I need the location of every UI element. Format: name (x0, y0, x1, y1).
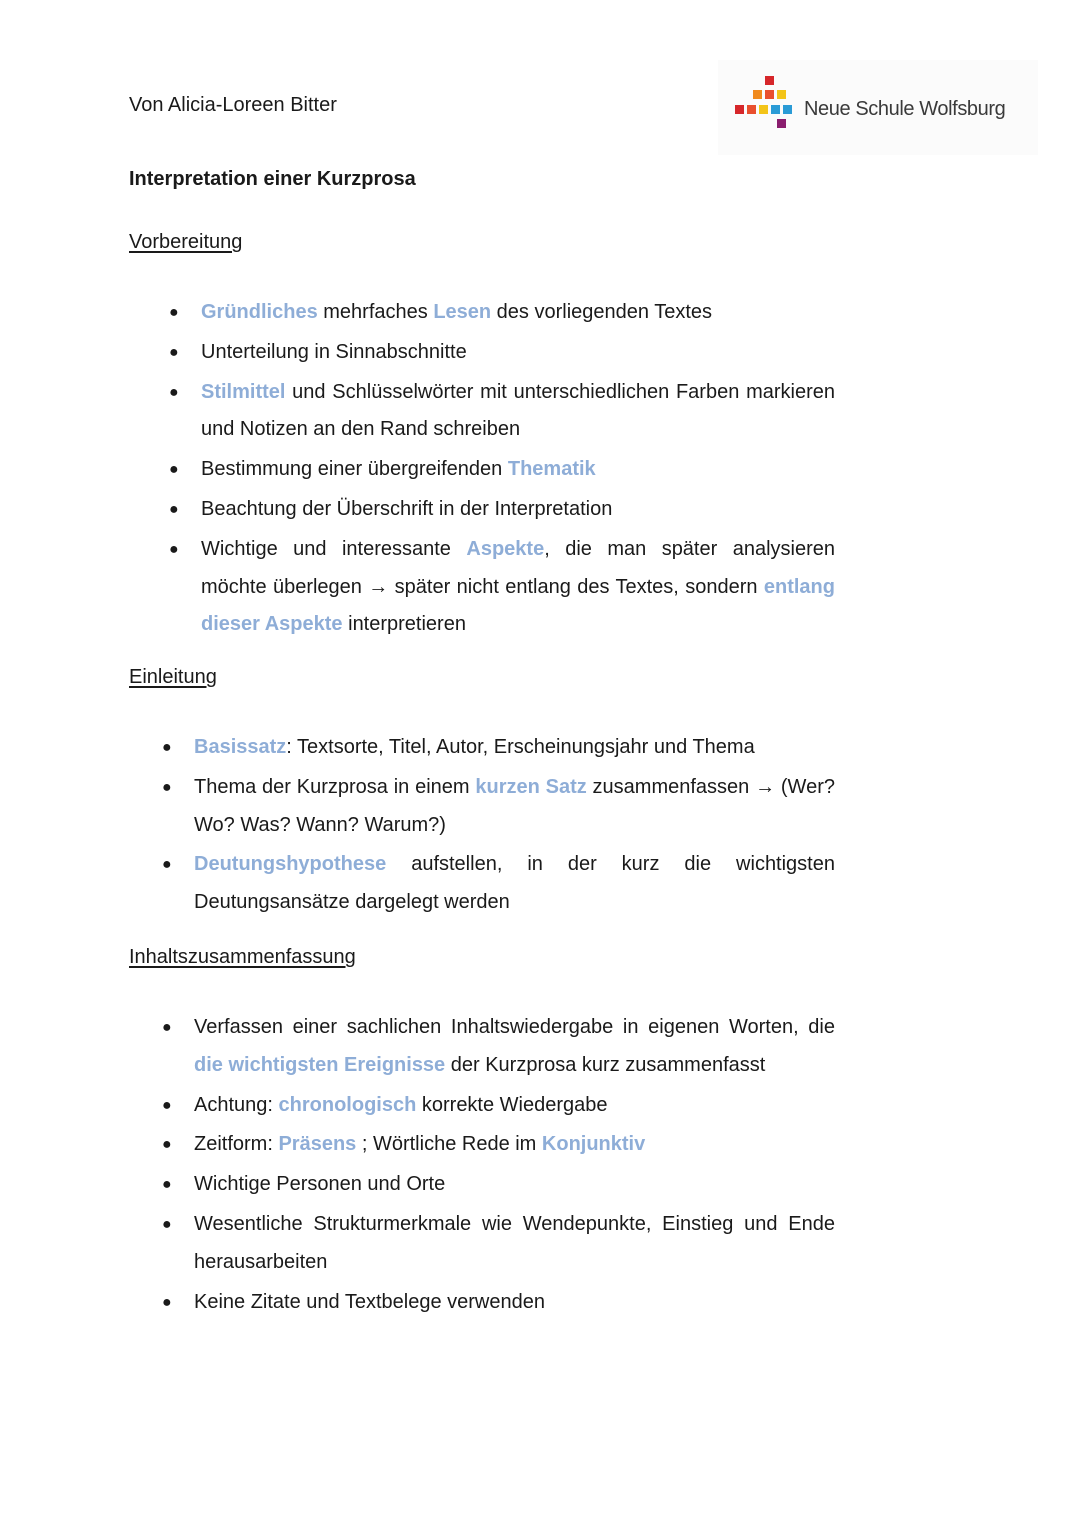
bullet-icon: ● (169, 540, 179, 558)
bullet-icon: ● (169, 500, 179, 518)
list-item (162, 1126, 835, 1164)
highlight-text: chronologisch (278, 1093, 417, 1116)
highlight-text: Basissatz (194, 736, 287, 758)
bullet-icon: ● (162, 778, 172, 796)
bullet-icon: ● (162, 1096, 172, 1114)
list-item (162, 1284, 835, 1322)
document-title: Interpretation einer Kurzprosa (129, 168, 416, 190)
item-text: des vorliegenden Textes (491, 301, 713, 323)
item-text: Beachtung der Überschrift in der Interpretation (201, 497, 613, 520)
item-text: zusammenfassen → (Wer? Wo? Was? Wann? Warum?) (194, 775, 835, 836)
highlight-text: Stilmittel (201, 380, 286, 403)
highlight-text: Thematik (507, 458, 596, 481)
item-text: Wichtige Personen und Orte (194, 1173, 446, 1196)
list-item (162, 729, 835, 767)
item-text: der Kurzprosa kurz zusammenfasst (445, 1053, 766, 1076)
item-text: Zeitform: (194, 1133, 279, 1156)
bullet-list (129, 729, 835, 922)
bullet-icon: ● (162, 1019, 172, 1036)
highlight-text: Aspekte (466, 537, 545, 560)
bullet-icon: ● (169, 343, 179, 361)
section-heading: Inhaltszusammenfassung (129, 946, 356, 968)
school-logo-text: Neue Schule Wolfsburg (804, 98, 1006, 120)
bullet-list (129, 1009, 835, 1321)
bullet-icon: ● (162, 1176, 172, 1194)
highlight-text: entlang dieser Aspekte (201, 575, 835, 636)
item-text: : Textsorte, Titel, Autor, Erscheinungsjahr und Thema (286, 736, 755, 758)
bullet-icon: ● (162, 1293, 172, 1311)
highlight-text: Gründliches (201, 301, 318, 323)
list-item (162, 1206, 835, 1282)
list-item (169, 294, 835, 332)
item-text: Thema der Kurzprosa in einem (194, 775, 476, 798)
section-einleitung (129, 665, 835, 922)
list-item (169, 374, 835, 450)
highlight-text: kurzen Satz (475, 775, 587, 798)
item-text: korrekte Wiedergabe (416, 1093, 608, 1116)
item-text: mehrfaches (317, 301, 434, 323)
highlight-text: Präsens (278, 1133, 357, 1156)
list-item (162, 846, 835, 922)
item-text: Bestimmung einer übergreifenden (201, 458, 508, 481)
highlight-text: die wichtigsten Ereignisse (194, 1053, 446, 1076)
bullet-icon: ● (162, 1136, 172, 1154)
list-item (162, 1087, 835, 1125)
bullet-icon: ● (169, 304, 179, 321)
bullet-icon: ● (169, 383, 179, 401)
highlight-text: Lesen (433, 301, 492, 323)
item-text: interpretieren (342, 613, 466, 636)
item-text: Wesentliche Strukturmerkmale wie Wendepunkte, Einstieg und Ende herausarbeiten (194, 1212, 835, 1273)
item-text: Wichtige und interessante (201, 537, 467, 560)
school-logo-icon (735, 76, 795, 136)
list-item (169, 334, 835, 372)
item-text: und Schlüsselwörter mit unterschiedlichen Farben markieren und Notizen an den Rand schreiben (201, 380, 835, 441)
item-text: aufstellen, in der kurz die wichtigsten Deutungsansätze dargelegt werden (194, 853, 835, 914)
section-heading: Vorbereitung (129, 231, 243, 253)
section-vorbereitung (129, 230, 835, 644)
item-text: Unterteilung in Sinnabschnitte (201, 340, 467, 363)
list-item (162, 1166, 835, 1204)
list-item (169, 491, 835, 529)
bullet-list (129, 294, 835, 644)
item-text: , die man später analysieren möchte überlegen → später nicht entlang des Textes, sondern (201, 537, 836, 598)
list-item (169, 451, 835, 489)
bullet-icon: ● (169, 461, 179, 479)
author-line: Von Alicia-Loreen Bitter (129, 94, 337, 116)
list-item (169, 531, 836, 644)
highlight-text: Konjunktiv (541, 1133, 646, 1156)
bullet-icon: ● (162, 856, 172, 874)
bullet-icon: ● (162, 1215, 172, 1233)
list-item (162, 1009, 835, 1085)
bullet-icon: ● (162, 739, 172, 756)
item-text: Keine Zitate und Textbelege verwenden (194, 1290, 545, 1313)
section-heading: Einleitung (129, 666, 217, 688)
list-item (162, 769, 835, 845)
item-text: ; Wörtliche Rede im (356, 1133, 542, 1156)
school-logo (718, 60, 1038, 155)
item-text: Verfassen einer sachlichen Inhaltswiedergabe in eigenen Worten, die (194, 1016, 835, 1038)
item-text: Achtung: (194, 1093, 279, 1116)
highlight-text: Deutungshypothese (194, 853, 387, 876)
section-inhaltszusammenfassung (129, 945, 835, 1321)
